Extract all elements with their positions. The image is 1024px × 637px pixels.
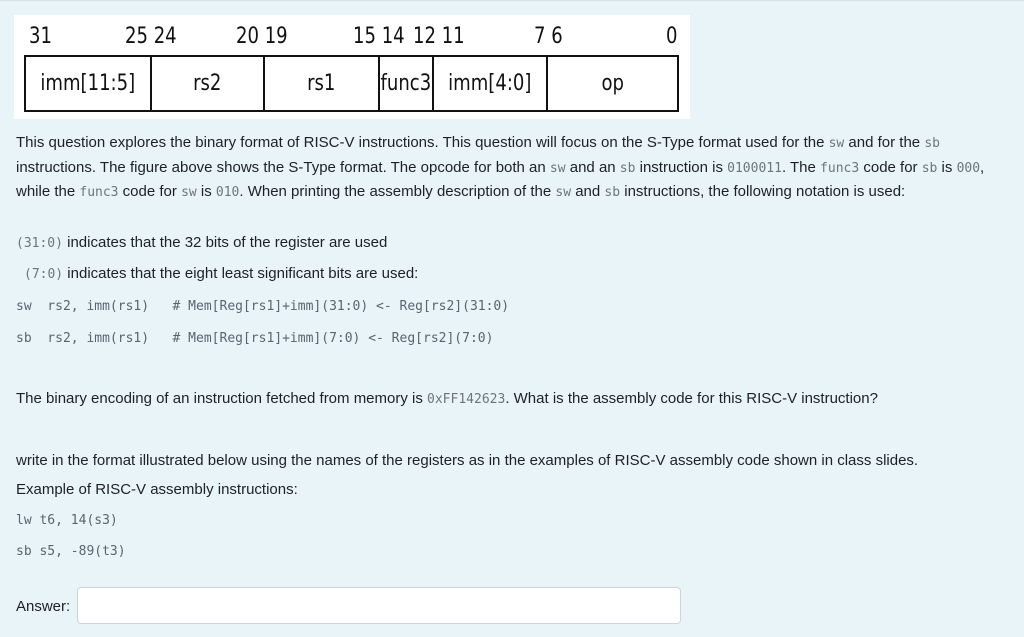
format-fields-row	[24, 55, 679, 112]
question-text: The binary encoding of an instruction fetched from memory is 0xFF142623. What is the assembly code for this RISC-V instruction?	[16, 390, 878, 407]
bit-label: 0	[666, 24, 678, 49]
bit-label: 7 6	[534, 24, 563, 49]
bit-label: 15 14	[353, 24, 405, 49]
notation-line: (31:0) indicates that the 32 bits of the register are used	[16, 234, 388, 251]
notation-line: (7:0) indicates that the eight least significant bits are used:	[24, 265, 419, 282]
answer-label: Answer:	[16, 598, 71, 615]
field-rs1: rs1	[265, 57, 380, 110]
example-lw: lw t6, 14(s3)	[16, 513, 118, 528]
field-imm-11-5: imm[11:5]	[26, 57, 152, 110]
answer-input[interactable]	[77, 587, 681, 624]
field-rs2: rs2	[152, 57, 265, 110]
asm-example-sb: sb rs2, imm(rs1) # Mem[Reg[rs1]+imm](7:0) <- Reg[rs2](7:0)	[16, 331, 494, 346]
example-sb: sb s5, -89(t3)	[16, 544, 126, 559]
asm-example-sw: sw rs2, imm(rs1) # Mem[Reg[rs1]+imm](31:0) <- Reg[rs2](31:0)	[16, 299, 510, 314]
example-heading: Example of RISC-V assembly instructions:	[16, 481, 298, 498]
intro-paragraph: This question explores the binary format of RISC-V instructions. This question will focus on the S-Type format used for the sw and for the sb instructions. The figure above shows the S-Type format. The opcode for both an sw and an sb instruction is 0100011. The func3 code for sb is 000, while the func3 code for sw is 010. When printing the assembly description of the sw and sb instructions, the following notation is used:	[16, 134, 985, 200]
field-op: op	[601, 71, 624, 96]
field-imm-4-0: imm[4:0]	[434, 57, 548, 110]
format-instruction: write in the format illustrated below using the names of the registers as in the examples of RISC-V assembly code shown in class slides.	[16, 452, 919, 469]
top-divider	[0, 0, 1024, 1]
bit-label: 12 11	[413, 24, 465, 49]
bit-label: 25 24	[125, 24, 177, 49]
s-type-format-figure	[14, 15, 690, 119]
bit-label: 20 19	[236, 24, 288, 49]
field-func3: func3	[380, 57, 434, 110]
bit-label: 31	[29, 24, 52, 49]
